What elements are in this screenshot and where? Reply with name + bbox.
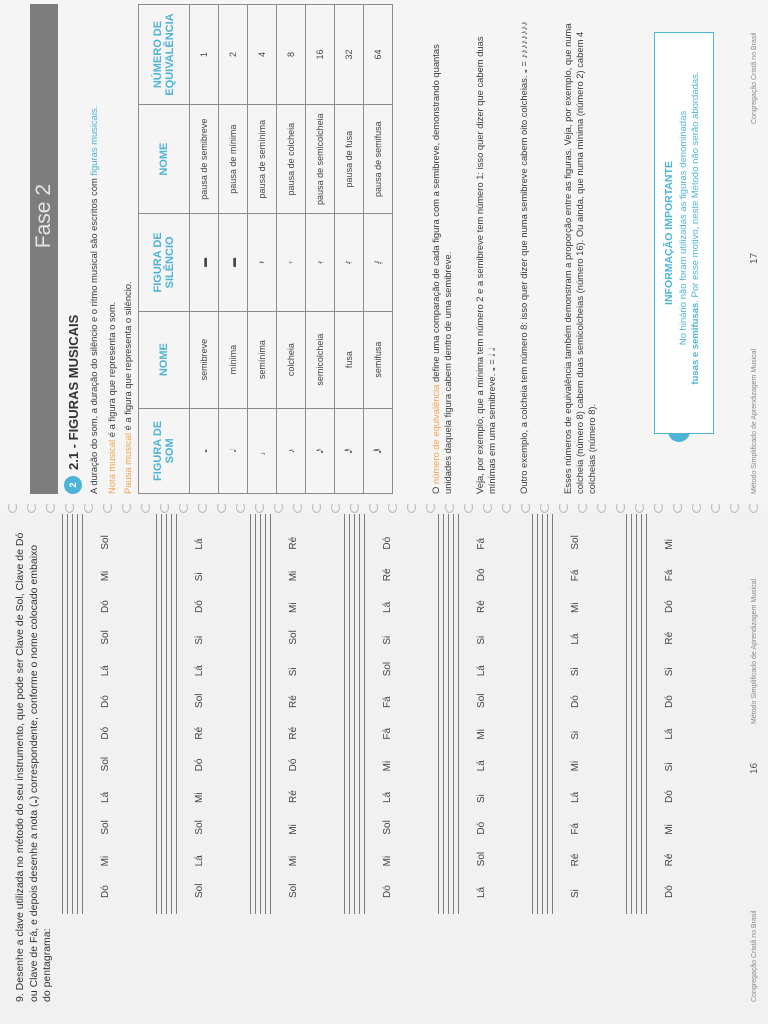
- note-name: Mi: [100, 570, 111, 582]
- note-name: Mi: [100, 855, 111, 867]
- note-names: [476, 518, 487, 898]
- staff-line: [171, 514, 172, 914]
- staff: [156, 514, 176, 914]
- header-figura-silencio: FIGURA DE SILÊNCIO: [139, 214, 190, 311]
- note-name: Lá: [100, 791, 111, 803]
- staff-line: [552, 514, 553, 914]
- sound-figure-cell: 𝅘𝅥𝅯: [306, 408, 335, 493]
- note-name: Si: [194, 572, 205, 582]
- note-name: Mi: [382, 760, 393, 772]
- staff-line: [62, 514, 63, 914]
- table-body: [190, 5, 393, 494]
- intro-paragraph: [88, 14, 100, 494]
- phase-header: [30, 4, 58, 494]
- staff-line: [260, 514, 261, 914]
- note-name: Fá: [382, 727, 393, 740]
- note-names: [570, 518, 581, 898]
- note-name: Ré: [476, 600, 487, 613]
- equivalence-cell: 1: [190, 5, 219, 105]
- note-name: Dó: [664, 790, 675, 803]
- note-name: Lá: [194, 855, 205, 867]
- note-name: Sol: [570, 535, 581, 550]
- rest-name-cell: pausa de mínima: [219, 105, 248, 214]
- staff-line: [453, 514, 454, 914]
- exercise-instruction: 9. Desenhe a clave utilizada no método do seu instrumento, que pode ser Clave de Sol, Clave de Dó ou Clave de Fá, e depois desenhe a nota (𝅝) correspondente, conforme o nome colocado embaixo do pentagrama:: [14, 532, 53, 1002]
- staff-line: [631, 514, 632, 914]
- note-name: Mi: [664, 824, 675, 835]
- staff-line: [156, 514, 157, 914]
- note-name: Lá: [570, 791, 581, 803]
- note-name: Lá: [382, 791, 393, 803]
- staff-line: [82, 514, 83, 914]
- table-row: [248, 5, 277, 494]
- note-name: Ré: [382, 568, 393, 582]
- sound-figure-cell: 𝅗𝅥: [219, 408, 248, 493]
- header-figura-som: FIGURA DE SOM: [139, 408, 190, 493]
- equivalence-cell: 4: [248, 5, 277, 105]
- staff-line: [250, 514, 251, 914]
- nota-text: é a figura que representa o som.: [106, 301, 117, 440]
- note-name: Si: [570, 730, 581, 740]
- note-names: [664, 518, 675, 898]
- note-names: [382, 518, 393, 898]
- staff-line: [542, 514, 543, 914]
- figure-name-cell: mínima: [219, 311, 248, 408]
- figure-name-cell: semínima: [248, 311, 277, 408]
- sound-figure-cell: ♩: [248, 408, 277, 493]
- table-row: [364, 5, 393, 494]
- note-name: Lá: [476, 760, 487, 772]
- staff-line: [448, 514, 449, 914]
- figure-name-cell: semicolcheia: [306, 311, 335, 408]
- note-name: Fá: [570, 569, 581, 582]
- staff-line: [270, 514, 271, 914]
- pausa-text: é a figura que representa o silêncio.: [122, 281, 133, 434]
- note-name: Mi: [570, 760, 581, 772]
- staff: [438, 514, 458, 914]
- eq-text-a: O: [430, 484, 441, 494]
- section-title: [64, 315, 82, 494]
- section-title-text: 2.1 - FIGURAS MUSICAIS: [65, 314, 81, 470]
- note-name: Dó: [476, 568, 487, 582]
- figures-table: [138, 4, 393, 494]
- note-name: Sol: [288, 883, 299, 898]
- sound-figure-cell: 𝅝: [190, 408, 219, 493]
- note-name: Lá: [100, 665, 111, 677]
- note-name: Fá: [570, 822, 581, 835]
- note-name: Dó: [100, 600, 111, 613]
- note-name: Si: [664, 762, 675, 772]
- note-name: Dó: [100, 726, 111, 740]
- note-name: Sol: [194, 693, 205, 708]
- rest-figure-cell: 𝄾: [277, 214, 306, 311]
- note-name: Sol: [382, 820, 393, 835]
- rest-name-cell: pausa de fusa: [335, 105, 364, 214]
- sound-figure-cell: 𝅘𝅥𝅰: [335, 408, 364, 493]
- note-name: Lá: [476, 665, 487, 677]
- note-name: Sol: [476, 693, 487, 708]
- rest-figure-cell: 𝄽: [248, 214, 277, 311]
- note-name: Si: [288, 667, 299, 677]
- table-row: [335, 5, 364, 494]
- figure-name-cell: semifusa: [364, 311, 393, 408]
- note-name: Lá: [194, 538, 205, 550]
- exercise-row: [250, 512, 310, 1024]
- note-name: Sol: [288, 630, 299, 645]
- info-text: [678, 43, 702, 413]
- eq-text-b: define uma comparação de cada figura com a semibreve, demonstrando quantas unidades daquela figura cabem dentro de uma semibreve.: [430, 44, 453, 494]
- staff-line: [641, 514, 642, 914]
- staff-line: [364, 514, 365, 914]
- exercise-row: [532, 512, 592, 1024]
- page-number: 17: [749, 252, 760, 264]
- figure-name-cell: fusa: [335, 311, 364, 408]
- note-name: Ré: [570, 853, 581, 867]
- staff-line: [458, 514, 459, 914]
- note-name: Fá: [382, 696, 393, 708]
- staff: [62, 514, 82, 914]
- note-name: Fá: [476, 537, 487, 550]
- note-name: Dó: [664, 600, 675, 613]
- note-name: Dó: [194, 758, 205, 772]
- staff-line: [166, 514, 167, 914]
- note-name: Dó: [382, 885, 393, 898]
- note-names: [100, 518, 111, 898]
- staff-line: [646, 514, 647, 914]
- equivalence-cell: 32: [335, 5, 364, 105]
- rest-name-cell: pausa de semínima: [248, 105, 277, 214]
- table-row: [277, 5, 306, 494]
- note-name: Dó: [382, 536, 393, 550]
- staff-line: [626, 514, 627, 914]
- sound-figure-cell: ♪: [277, 408, 306, 493]
- page-16: [0, 512, 768, 1024]
- note-name: Si: [194, 635, 205, 645]
- note-name: Si: [382, 635, 393, 645]
- table-row: [190, 5, 219, 494]
- staff: [344, 514, 364, 914]
- note-name: Dó: [100, 885, 111, 898]
- rest-figure-cell: ▬: [219, 214, 248, 311]
- staff: [250, 514, 270, 914]
- note-name: Sol: [476, 851, 487, 867]
- staff-line: [255, 514, 256, 914]
- rest-figure-cell: ▬: [190, 214, 219, 311]
- exercise-row: [156, 512, 216, 1024]
- note-name: Mi: [288, 602, 299, 613]
- note-name: Dó: [570, 695, 581, 708]
- note-name: Lá: [664, 728, 675, 740]
- note-name: Ré: [288, 695, 299, 708]
- exercise-row: [438, 512, 498, 1024]
- staff-line: [67, 514, 68, 914]
- sound-figure-cell: 𝅘𝅥𝅱: [364, 408, 393, 493]
- note-name: Ré: [288, 726, 299, 740]
- note-name: Ré: [664, 853, 675, 867]
- rest-name-cell: pausa de semicolcheia: [306, 105, 335, 214]
- note-name: Mi: [194, 792, 205, 803]
- phase-title: Fase 2: [32, 184, 55, 249]
- exercise-row: [626, 512, 686, 1024]
- note-name: Ré: [194, 726, 205, 740]
- note-name: Dó: [288, 758, 299, 772]
- pausa-definition: [122, 14, 134, 494]
- equivalence-paragraph: [430, 14, 454, 494]
- note-name: Mi: [288, 570, 299, 582]
- proportion-paragraph: Esses números de equivalência também demonstram a proporção entre as figuras. Veja, por exemplo, que numa colcheia (número 8) cabem duas semicolcheias (número 16). Ou ainda, que numa mínima (número 2) cabem 4 colcheias (número 8).: [562, 23, 597, 494]
- info-bold: fusas e semifusas: [690, 302, 701, 385]
- staff: [626, 514, 646, 914]
- exercise-row: [62, 512, 122, 1024]
- table-row: [219, 5, 248, 494]
- staff-line: [532, 514, 533, 914]
- equivalence-cell: 8: [277, 5, 306, 105]
- nota-term: Nota musical: [106, 439, 117, 494]
- equivalence-cell: 16: [306, 5, 335, 105]
- staff-line: [537, 514, 538, 914]
- note-name: Mi: [476, 729, 487, 740]
- staff-line: [636, 514, 637, 914]
- note-name: Ré: [288, 536, 299, 550]
- note-name: Dó: [664, 695, 675, 708]
- note-name: Ré: [664, 631, 675, 645]
- intro-text: A duração do som, a duração do silêncio e o ritmo musical são escritos com: [88, 175, 99, 494]
- table-row: [306, 5, 335, 494]
- example-minima-paragraph: Veja, por exemplo, que a mínima tem número 2 e a semibreve tem número 1: isso quer dizer que cabem duas mínimas em uma semibreve. 𝅝 = 𝅗𝅥 𝅗𝅥: [474, 36, 497, 494]
- header-equivalencia: NÚMERO DE EQUIVALÊNCIA: [139, 5, 190, 105]
- info-line2: . Por esse motivo, neste Método não serão abordadas.: [690, 71, 701, 303]
- note-name: Lá: [382, 601, 393, 613]
- note-name: Mi: [382, 855, 393, 867]
- note-name: Mi: [570, 602, 581, 613]
- section-number-icon: 2: [64, 476, 82, 494]
- rest-name-cell: pausa de semibreve: [190, 105, 219, 214]
- note-name: Si: [476, 635, 487, 645]
- staff-line: [176, 514, 177, 914]
- staff-line: [161, 514, 162, 914]
- staff-line: [265, 514, 266, 914]
- note-name: Sol: [100, 756, 111, 772]
- note-name: Dó: [664, 885, 675, 898]
- note-name: Sol: [100, 630, 111, 645]
- note-name: Dó: [100, 695, 111, 708]
- staff-line: [438, 514, 439, 914]
- note-name: Lá: [570, 633, 581, 645]
- note-name: Sol: [194, 820, 205, 835]
- note-name: Lá: [194, 665, 205, 677]
- figure-name-cell: semibreve: [190, 311, 219, 408]
- intro-link-term: figuras musicais.: [88, 105, 99, 176]
- note-name: Mi: [288, 824, 299, 835]
- note-names: [288, 518, 299, 898]
- example-colcheia-paragraph: Outro exemplo, a colcheia tem número 8: isso quer dizer que numa semibreve cabem oito colcheias. 𝅝 = ♪♪♪♪♪♪♪♪: [518, 21, 529, 494]
- staff-line: [349, 514, 350, 914]
- note-name: Mi: [664, 539, 675, 550]
- note-name: Sol: [382, 661, 393, 677]
- rest-figure-cell: 𝅀: [335, 214, 364, 311]
- note-name: Sol: [100, 535, 111, 550]
- note-name: Si: [476, 794, 487, 803]
- note-name: Dó: [194, 600, 205, 613]
- note-name: Ré: [288, 790, 299, 803]
- note-names: [194, 518, 205, 898]
- pausa-term: Pausa musical: [122, 433, 133, 494]
- staff-line: [77, 514, 78, 914]
- nota-definition: [106, 14, 118, 494]
- exercise-row: [344, 512, 404, 1024]
- page-17: [0, 0, 768, 504]
- staff-line: [443, 514, 444, 914]
- note-name: Si: [570, 889, 581, 898]
- staff: [532, 514, 552, 914]
- note-name: Lá: [476, 886, 487, 898]
- staff-line: [359, 514, 360, 914]
- staff-line: [547, 514, 548, 914]
- staff-line: [72, 514, 73, 914]
- note-name: Sol: [100, 820, 111, 835]
- figure-name-cell: colcheia: [277, 311, 306, 408]
- rest-figure-cell: 𝄿: [306, 214, 335, 311]
- rest-name-cell: pausa de semifusa: [364, 105, 393, 214]
- rest-figure-cell: 𝅁: [364, 214, 393, 311]
- important-info-box: [654, 32, 714, 434]
- footer-right: Congregação Cristã no Brasil: [751, 32, 758, 124]
- note-name: Si: [664, 667, 675, 677]
- table-header-row: [139, 5, 190, 494]
- footer-right: Método Simplificado de Aprendizagem Musical: [751, 578, 758, 724]
- rest-name-cell: pausa de colcheia: [277, 105, 306, 214]
- header-nome: NOME: [139, 311, 190, 408]
- footer-left: Congregação Cristã no Brasil: [751, 910, 758, 1002]
- info-title: INFORMAÇÃO IMPORTANTE: [663, 161, 675, 305]
- note-name: Fá: [664, 569, 675, 582]
- staff-line: [344, 514, 345, 914]
- header-nome-pausa: NOME: [139, 105, 190, 214]
- page-number: 16: [749, 762, 760, 774]
- note-name: Si: [570, 667, 581, 677]
- eq-term: número de equivalência: [430, 384, 441, 485]
- note-name: Dó: [476, 821, 487, 835]
- note-name: Sol: [194, 883, 205, 898]
- equivalence-cell: 2: [219, 5, 248, 105]
- equivalence-cell: 64: [364, 5, 393, 105]
- info-line1: No hinário não foram utilizadas as figuras denominadas: [678, 110, 689, 346]
- staff-line: [354, 514, 355, 914]
- footer-left: Método Simplificado de Aprendizagem Musical: [751, 348, 758, 494]
- note-name: Mi: [288, 855, 299, 867]
